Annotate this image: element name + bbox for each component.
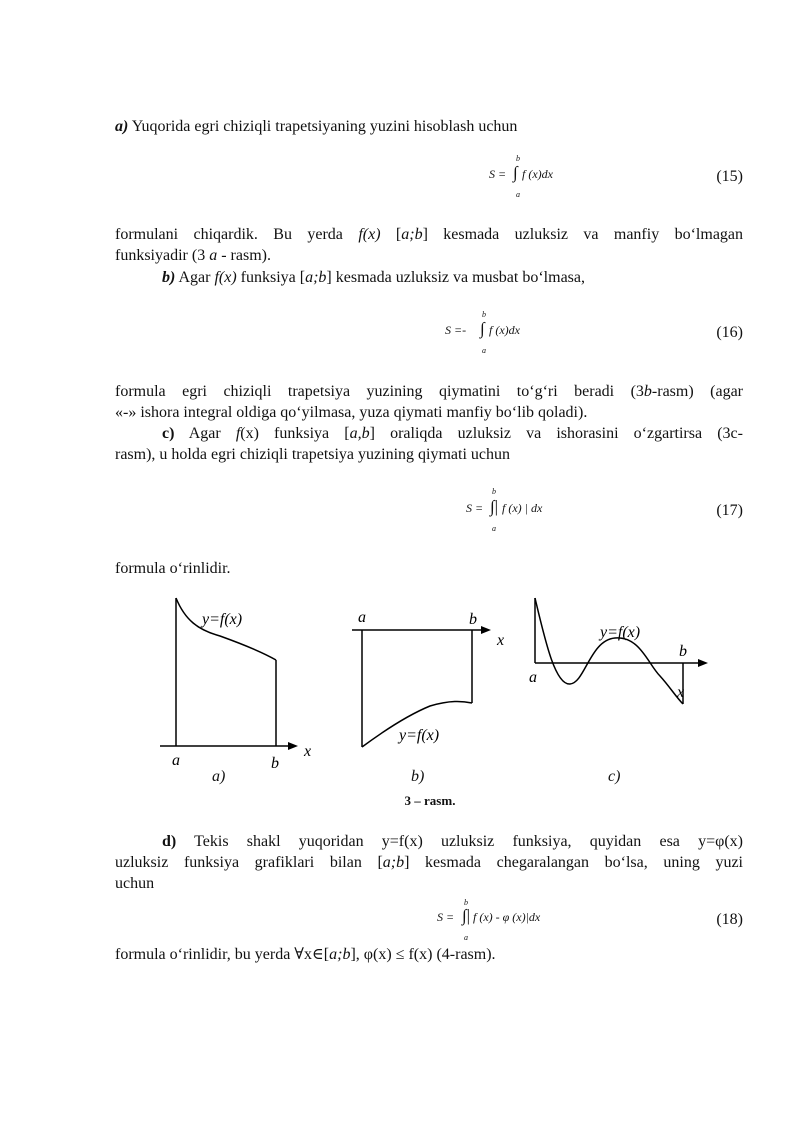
paragraph-8 bbox=[115, 945, 743, 964]
text-span: [ bbox=[380, 226, 402, 243]
eq15-number: (15) bbox=[716, 168, 743, 185]
eq18-number: (18) bbox=[716, 911, 743, 928]
text-span: formula o‘rinlidir, bu yerda ∀x∈[ bbox=[115, 946, 330, 963]
text-span: formula egri chiziqli trapetsiya yuzining qiymatini to‘g‘ri beradi (3 bbox=[115, 383, 644, 400]
fig-a-a-label: a bbox=[172, 752, 180, 769]
text-span: ], φ(x) ≤ f(x) (4-rasm). bbox=[350, 946, 496, 963]
eq16-upper-limit: b bbox=[482, 310, 486, 319]
figure-caption: 3 – rasm. bbox=[404, 793, 456, 808]
math-fx: f(x) bbox=[214, 269, 237, 286]
math-ab: a;b bbox=[305, 269, 327, 286]
math-ab: a;b bbox=[382, 854, 405, 871]
eq16-lower-limit: a bbox=[482, 346, 486, 355]
paragraph-4-line1 bbox=[115, 382, 743, 401]
eq17-integrand: f (x) | dx bbox=[502, 501, 543, 515]
label-a: a) bbox=[115, 118, 129, 135]
eq18-lhs: S = bbox=[437, 910, 455, 924]
fig-a-b-label: b bbox=[271, 755, 279, 772]
eq17-lower-limit: a bbox=[492, 524, 496, 533]
eq18-lower-limit: a bbox=[464, 933, 468, 942]
eq17-number: (17) bbox=[716, 502, 743, 519]
fig-c-arrow bbox=[698, 659, 708, 667]
fig-c-curve bbox=[535, 598, 683, 704]
text-span: Agar bbox=[175, 269, 215, 286]
fig-b-a-label: a bbox=[358, 609, 366, 626]
text-span: (x) funksiya [ bbox=[240, 425, 350, 442]
math-ab: a;b bbox=[401, 226, 423, 243]
fig-b-caption: b) bbox=[411, 768, 425, 785]
math-fx: f(x) bbox=[358, 226, 381, 243]
math-a: a bbox=[209, 247, 218, 264]
figure-3a bbox=[150, 590, 320, 770]
paragraph-4-line2: «-» ishora integral oldiga qo‘yilmasa, yuza qiymati manfiy bo‘lib qoladi). bbox=[115, 404, 588, 421]
eq17-integral-sign: ∫| bbox=[490, 497, 499, 516]
eq18-upper-limit: b bbox=[464, 898, 468, 907]
text-span: ] oraliqda uzluksiz va ishorasini o‘zgartirsa (3c- bbox=[369, 425, 743, 442]
label-c: c) bbox=[162, 425, 175, 442]
paragraph-c-line2: rasm), u holda egri chiziqli trapetsiya yuzining qiymati uchun bbox=[115, 446, 511, 463]
fig-b-curve-label: y=f(x) bbox=[399, 727, 440, 744]
fig-b-x-label: x bbox=[497, 632, 505, 649]
eq16-integral-sign: ∫ bbox=[480, 319, 485, 338]
text-span: formulani chiqardik. Bu yerda bbox=[115, 226, 359, 243]
paragraph-2-line2 bbox=[115, 246, 743, 265]
paragraph-c-line1 bbox=[162, 424, 743, 443]
fig-a-x-label: x bbox=[304, 743, 312, 760]
fig-a-arrow bbox=[288, 742, 298, 750]
paragraph-d-line3: uchun bbox=[115, 875, 155, 892]
fig-a-caption: a) bbox=[212, 768, 226, 785]
text-span: Agar bbox=[174, 425, 236, 442]
text-span: - rasm). bbox=[217, 247, 271, 264]
text-span: -rasm) (agar bbox=[651, 383, 744, 400]
eq15-lhs: S = bbox=[489, 167, 507, 181]
text-span: funksiyadir (3 bbox=[115, 247, 210, 264]
figure-3c bbox=[525, 590, 715, 720]
paragraph-b bbox=[162, 268, 743, 287]
paragraph-d-line2 bbox=[115, 853, 743, 872]
eq17-upper-limit: b bbox=[492, 487, 496, 496]
eq16-integrand: f (x)dx bbox=[489, 323, 520, 337]
fig-c-caption: c) bbox=[608, 768, 621, 785]
fig-b-b-label: b bbox=[469, 611, 477, 628]
figure-3b bbox=[350, 600, 520, 760]
fig-a-curve bbox=[176, 598, 276, 660]
paragraph-d-line1 bbox=[162, 832, 743, 851]
math-ab: a,b bbox=[349, 425, 370, 442]
fig-b-arrow bbox=[481, 626, 491, 634]
eq18-integrand: f (x) - φ (x)|dx bbox=[473, 910, 541, 924]
paragraph-6: formula o‘rinlidir. bbox=[115, 560, 231, 577]
paragraph-2-line1 bbox=[115, 225, 743, 244]
math-b: b bbox=[643, 383, 652, 400]
text-span: uzluksiz funksiya grafiklari bilan [ bbox=[115, 854, 383, 871]
eq18-integral-sign: ∫| bbox=[462, 906, 471, 925]
fig-c-a-label: a bbox=[529, 669, 537, 686]
text-span: ] kesmada uzluksiz va manfiy bo‘lmagan bbox=[422, 226, 744, 243]
fig-a-curve-label: y=f(x) bbox=[202, 611, 243, 628]
paragraph-a-text: Yuqorida egri chiziqli trapetsiyaning yuzini hisoblash uchun bbox=[128, 118, 518, 135]
fig-c-b-label: b bbox=[679, 643, 687, 660]
text-span: ] kesmada uzluksiz va musbat bo‘lmasa, bbox=[326, 269, 585, 286]
math-f: f bbox=[235, 425, 241, 442]
label-b: b) bbox=[162, 269, 176, 286]
math-ab: a;b bbox=[329, 946, 351, 963]
eq17-lhs: S = bbox=[466, 501, 484, 515]
eq16-number: (16) bbox=[716, 324, 743, 341]
fig-c-curve-label: y=f(x) bbox=[600, 624, 641, 641]
paragraph-a bbox=[115, 117, 743, 136]
eq15-integrand: f (x)dx bbox=[522, 167, 553, 181]
fig-c-x-label: x bbox=[677, 684, 685, 701]
eq15-upper-limit: b bbox=[516, 154, 520, 163]
text-span: funksiya [ bbox=[236, 269, 306, 286]
text-span: ] kesmada chegaralangan bo‘lsa, uning yuzi bbox=[404, 854, 743, 871]
eq15-lower-limit: a bbox=[516, 190, 520, 199]
eq16-lhs: S =- bbox=[445, 323, 467, 337]
text-span: Tekis shakl yuqoridan y=f(x) uzluksiz funksiya, quyidan esa y=φ(x) bbox=[176, 833, 743, 850]
eq15-integral-sign: ∫ bbox=[513, 163, 518, 182]
label-d: d) bbox=[162, 833, 177, 850]
